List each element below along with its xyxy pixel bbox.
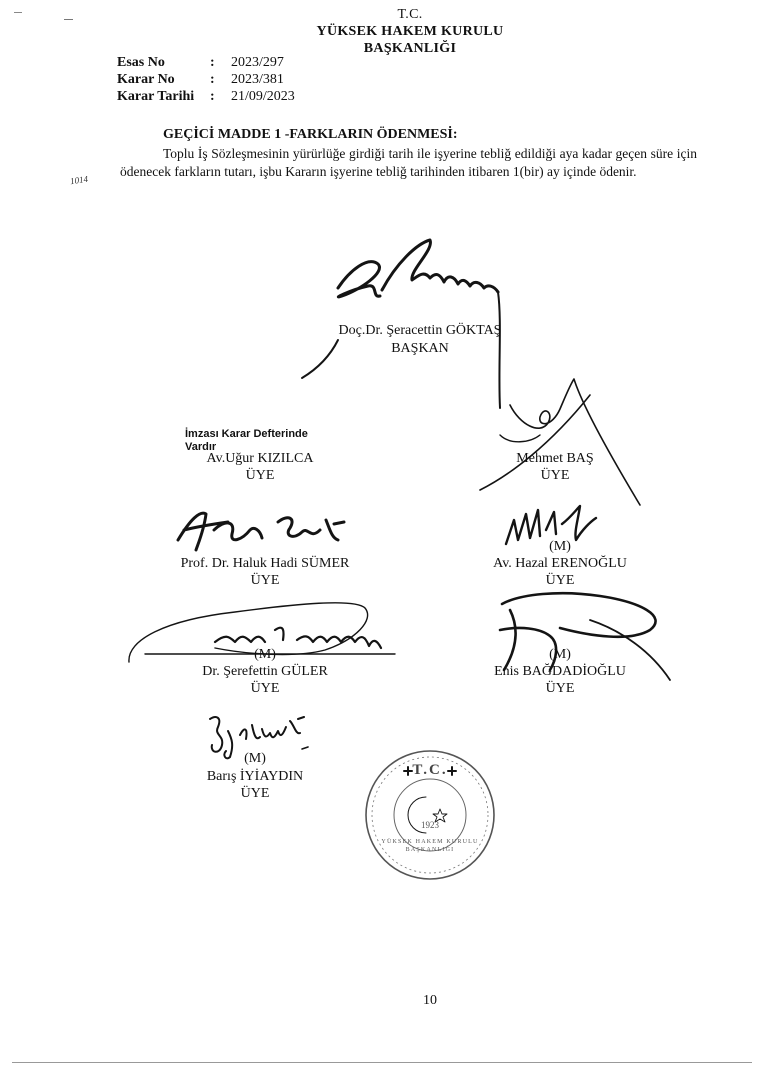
member-kizilca-name: Av.Uğur KIZILCA: [206, 451, 314, 466]
decision-no-value: 2023/381: [231, 72, 284, 87]
member-erenoglu-mark: (M): [549, 539, 571, 554]
scan-mark: [14, 12, 22, 13]
member-bas-role: ÜYE: [540, 468, 570, 483]
scan-edge-line: [12, 1062, 752, 1063]
member-bas-name: Mehmet BAŞ: [516, 451, 594, 466]
member-iyiaydin-role: ÜYE: [240, 786, 270, 801]
member-guler-name: Dr. Şerefettin GÜLER: [202, 664, 328, 679]
page-number: 10: [423, 993, 437, 1008]
member-iyiaydin-mark: (M): [244, 751, 266, 766]
section-title: GEÇİCİ MADDE 1 -FARKLARIN ÖDENMESİ:: [163, 127, 458, 142]
decision-no-label: Karar No: [117, 72, 175, 87]
member-guler-role: ÜYE: [250, 681, 280, 696]
margin-note: 1014: [69, 173, 89, 187]
decision-no-sep: :: [210, 72, 215, 87]
header-institution: YÜKSEK HAKEM KURULU: [316, 24, 504, 39]
member-sumer-role: ÜYE: [250, 573, 280, 588]
header-presidency: BAŞKANLIĞI: [363, 41, 457, 56]
member-guler-mark: (M): [254, 647, 276, 662]
decision-date-label: Karar Tarihi: [117, 89, 195, 104]
member-bagdadioglu-mark: (M): [549, 647, 571, 662]
member-iyiaydin-name: Barış İYİAYDIN: [206, 769, 304, 784]
scan-mark: [64, 19, 73, 20]
section-paragraph: Toplu İş Sözleşmesinin yürürlüğe girdiği tarih ile işyerine tebliğ edildiği aya kadar geçen süre için ödenecek farkların tutarı, işbu Kararın işyerine tebliğ tarihinden itibaren 1(bir) ay içinde ödenir.: [120, 146, 697, 179]
chair-name: Doç.Dr. Şeracettin GÖKTAŞ: [338, 323, 502, 338]
member-sumer-name: Prof. Dr. Haluk Hadi SÜMER: [180, 556, 350, 571]
chair-role: BAŞKAN: [391, 341, 449, 356]
case-no-value: 2023/297: [231, 55, 284, 70]
member-erenoglu-role: ÜYE: [545, 573, 575, 588]
decision-date-value: 21/09/2023: [231, 89, 295, 104]
case-no-label: Esas No: [117, 55, 165, 70]
document-header: [260, 6, 560, 57]
member-erenoglu-name: Av. Hazal ERENOĞLU: [493, 556, 627, 571]
member-bagdadioglu-role: ÜYE: [545, 681, 575, 696]
seal-top-text: T.C.: [412, 762, 448, 778]
signature-in-register-note: İmzası Karar Defterinde Vardır: [185, 428, 308, 453]
decision-date-sep: :: [210, 89, 215, 104]
case-no-sep: :: [210, 55, 215, 70]
header-tc: T.C.: [397, 7, 423, 22]
member-sumer-signature: [170, 500, 360, 560]
seal-year: 1923: [421, 820, 439, 830]
member-kizilca-role: ÜYE: [245, 468, 275, 483]
seal-ring-text: YÜKSEK HAKEM KURULU BAŞKANLIĞI: [381, 839, 479, 853]
member-bagdadioglu-name: Enis BAĞDADİOĞLU: [494, 664, 626, 679]
